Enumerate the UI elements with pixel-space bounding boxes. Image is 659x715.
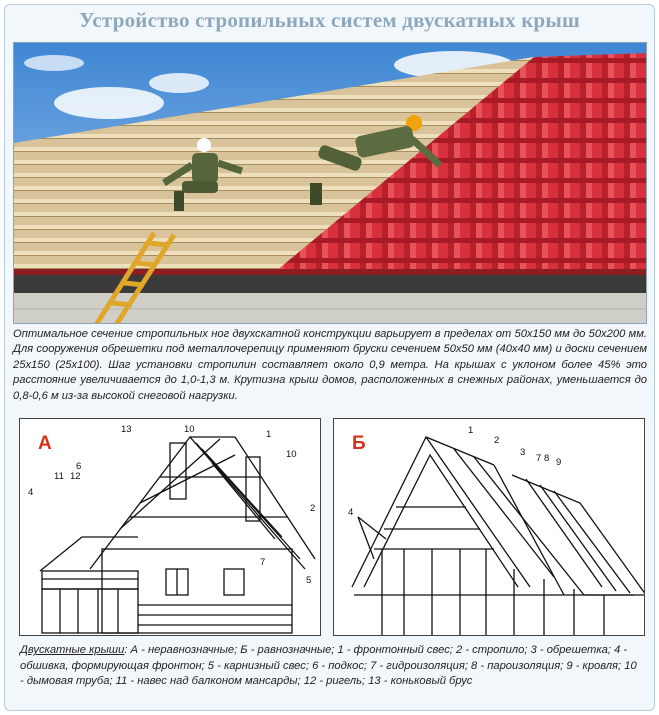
diagram-a-label-7: 7 [260,557,266,568]
diagram-b-letter: Б [352,433,366,454]
diagram-a-label-13: 13 [121,424,132,435]
diagram-b-label-9: 9 [556,457,562,468]
diagram-b-label-8: 8 [544,453,550,464]
diagram-a-label-10-top: 10 [184,424,195,435]
diagram-b-label-7: 7 [536,453,542,464]
legend-text [20,643,640,690]
diagram-b-label-4: 4 [348,507,354,518]
diagram-b-drawing [334,419,645,636]
diagram-a-panel [19,418,321,636]
description-text: Оптимальное сечение стропильных ног двухскатной конструкции варьирует в пределах от 50х150 мм до 50х200 мм. Для сооружения обрешетки под металлочерепицу применяют бруски сечением 50х50 мм (40х40 мм) и доски сечением 25х150 (25х100). Шаг установки стропилин составляет около 0,9 метра. На крышах с уклоном более 45% это расстояние увеличивается до 1,0-1,3 м. Крутизна крыш домов, расположенных в снежных районах, уменьшается до 0,8-0,6 м из-за высокой снеговой нагрузки. [13,328,647,402]
diagram-a-drawing [20,419,321,636]
diagram-a-label-2: 2 [310,503,316,514]
diagram-a-label-5: 5 [306,575,312,586]
diagram-a-label-4: 4 [28,487,34,498]
diagram-a-label-10: 10 [286,449,297,460]
roof-photo-illustration [14,43,647,324]
diagram-b-label-1: 1 [468,425,474,436]
diagram-b-panel [333,418,645,636]
diagram-a-letter: А [38,433,52,454]
legend-body: : А - неравнозначные; Б - равнозначные; 1 - фронтонный свес; 2 - стропило; 3 - обрешетка; 4 - обшивка, формирующая фронтон; 5 - карнизный свес; 6 - подкос; 7 - гидроизоляция; 8 - пароизоляция; 9 - кровля; 10 - дымовая труба; 11 - навес над балконом мансарды; 12 - ригель; 13 - коньковый брус [20,644,637,688]
diagram-a-label-12: 12 [70,471,81,482]
diagram-a-label-6: 6 [76,461,82,472]
roof-photo [13,42,647,324]
diagram-b-label-3: 3 [520,447,526,458]
diagram-a-label-11: 11 [54,471,64,482]
diagram-b-label-2: 2 [494,435,500,446]
legend-head: Двускатные крыши [20,644,125,656]
diagram-a-label-1: 1 [266,429,272,440]
page-title: Устройство стропильных систем двускатных крыш [79,8,580,32]
